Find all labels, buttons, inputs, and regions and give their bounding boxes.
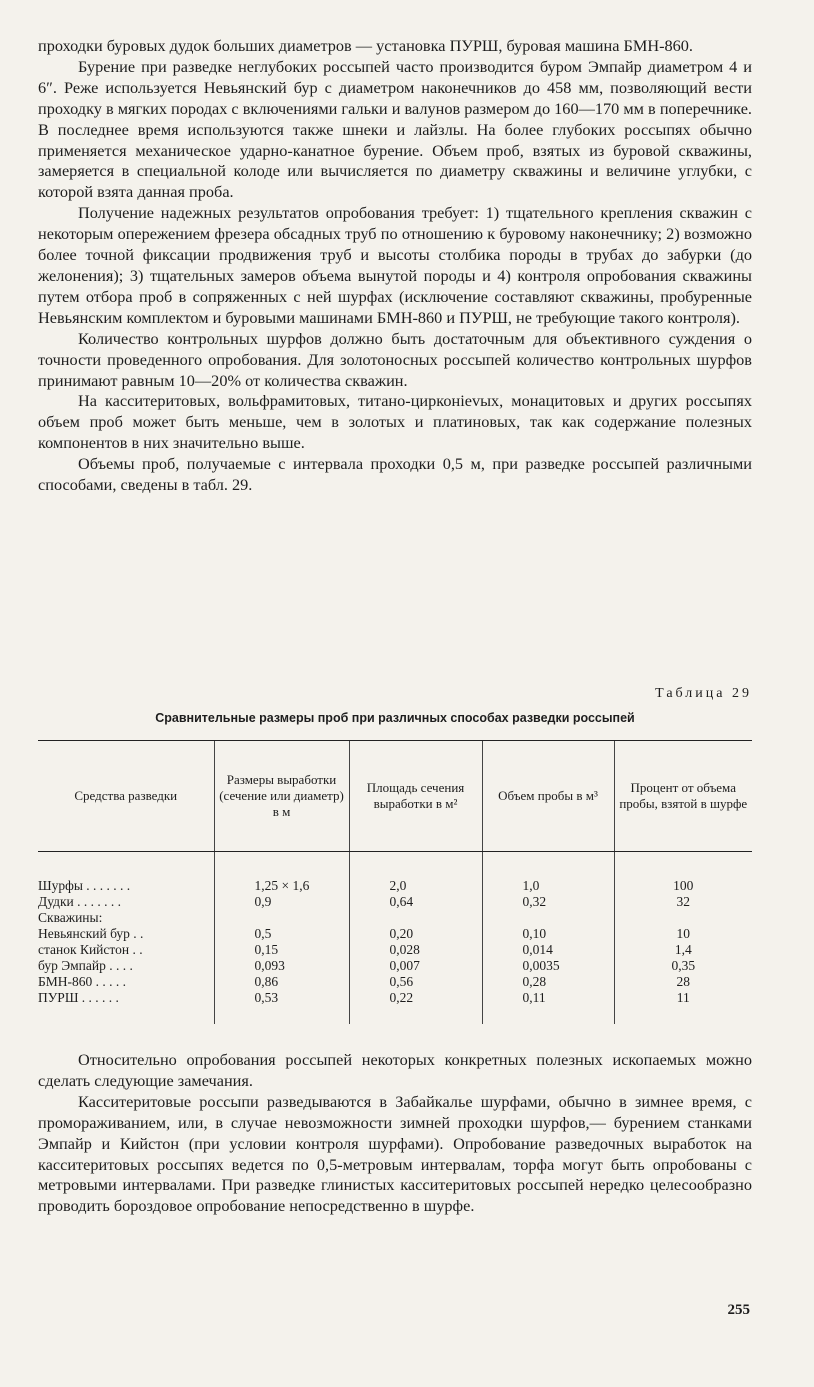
cell-size: 0,093 [214, 958, 349, 974]
cell-size: 0,9 [214, 894, 349, 910]
cell-size: 0,15 [214, 942, 349, 958]
row-label: бур Эмпайр . . . . [38, 958, 133, 973]
column-header: Объем пробы в м³ [482, 741, 614, 852]
column-header: Площадь сечения выработки в м² [349, 741, 482, 852]
cell-percent: 32 [614, 894, 752, 910]
paragraph: Количество контрольных шурфов должно быть достаточным для объективного суждения о точности проведенного опробования. Для золотоносных россыпей количество контрольных шурфов принимают равным 10—20% от количества скважин. [38, 328, 752, 390]
comparison-table [38, 740, 752, 1024]
paragraph: Касситеритовые россыпи разведываются в Забайкалье шурфами, обычно в зимнее время, с промораживанием, или, в случае невозможности зимней проходки шурфов,— бурением станками Эмпайр и Кийстон (при условии контроля шурфами). Опробование разведочных выработок на касситеритовых россыпях ведется по 0,5-метровым интервалам, торфа могут быть опробованы с метровыми интервалами. При разведке глинистых касситеритовых россыпей нередко целесообразно проводить бороздовое опробование непосредственно в шурфе. [38, 1091, 752, 1216]
cell-percent: 0,35 [614, 958, 752, 974]
cell-percent: 28 [614, 974, 752, 990]
column-header: Размеры выработки (сечение или диаметр) в м [214, 741, 349, 852]
cell-size: 0,86 [214, 974, 349, 990]
cell-volume: 1,0 [482, 852, 614, 895]
cell-area: 0,028 [349, 942, 482, 958]
row-label: Шурфы . . . . . . . [38, 878, 131, 893]
paragraph: На касситеритовых, вольфрамитовых, титано-цирконievых, монацитовых и других россыпях объем проб может быть меньше, чем в золотых и платиновых, так как содержание полезных компонентов в них значительно выше. [38, 391, 752, 453]
table-row [38, 894, 752, 910]
table-header-row [38, 741, 752, 852]
row-label: ПУРШ . . . . . . [38, 990, 119, 1005]
cell-volume: 0,32 [482, 894, 614, 910]
body-text-top [38, 36, 752, 496]
row-label: Невьянский бур . . [38, 926, 144, 941]
cell-area: 2,0 [349, 852, 482, 895]
table-number-label: Таблица 29 [655, 686, 752, 701]
table-row [38, 974, 752, 990]
cell-volume: 0,11 [482, 990, 614, 1024]
cell-volume [482, 910, 614, 926]
body-text-bottom [38, 1050, 752, 1217]
table-row [38, 990, 752, 1024]
paragraph: Бурение при разведке неглубоких россыпей часто производится буром Эмпайр диаметром 4 и 6″. Реже используется Невьянский бур с диаметром наконечников до 458 мм, позволяющий вести проходку в мягких породах с включениями гальки и валунов размером до 160—170 мм в поперечнике. В последнее время используются также шнеки и лайзлы. На более глубоких россыпях обычно применяется механическое ударно-канатное бурение. Объем проб, взятых из буровой скважины, замеряется в специальной колоде или вычисляется по диаметру скважины и величине углубки, с которой взята данная проба. [38, 56, 752, 202]
table-title: Сравнительные размеры проб при различных способах разведки россыпей [155, 711, 635, 725]
table-row [38, 852, 752, 895]
cell-percent [614, 910, 752, 926]
cell-area: 0,20 [349, 926, 482, 942]
cell-area: 0,22 [349, 990, 482, 1024]
cell-area: 0,56 [349, 974, 482, 990]
table-row [38, 926, 752, 942]
cell-area [349, 910, 482, 926]
cell-volume: 0,0035 [482, 958, 614, 974]
cell-area: 0,007 [349, 958, 482, 974]
table-row [38, 910, 752, 926]
paragraph: Относительно опробования россыпей некоторых конкретных полезных ископаемых можно сделать следующие замечания. [38, 1050, 752, 1090]
row-label: Дудки . . . . . . . [38, 894, 122, 909]
paragraph: проходки буровых дудок больших диаметров — установка ПУРШ, буровая машина БМН-860. [38, 36, 693, 55]
cell-size: 0,53 [214, 990, 349, 1024]
cell-volume: 0,014 [482, 942, 614, 958]
cell-percent: 11 [614, 990, 752, 1024]
cell-size: 1,25 × 1,6 [214, 852, 349, 895]
cell-size: 0,5 [214, 926, 349, 942]
cell-volume: 0,28 [482, 974, 614, 990]
cell-percent: 1,4 [614, 942, 752, 958]
table-row [38, 958, 752, 974]
paragraph: Получение надежных результатов опробования требует: 1) тщательного крепления скважин с некоторым опережением фрезера обсадных труб по отношению к буровому наконечнику; 2) возможно более точной фиксации продвижения труб и высоты столбика породы в трубах до забурки (до желонения); 3) тщательных замеров объема вынутой породы и 4) контроля опробования скважины путем отбора проб в сопряженных с ней шурфах (исключение составляют скважины, пробуренные Невьянским комплектом и буровыми машинами БМН-860 и ПУРШ, не требующие такого контроля). [38, 203, 752, 327]
column-header: Средства разведки [38, 741, 214, 852]
cell-volume: 0,10 [482, 926, 614, 942]
cell-size [214, 910, 349, 926]
row-label: БМН-860 . . . . . [38, 974, 127, 989]
row-label: Скважины: [38, 910, 103, 925]
page-number: 255 [727, 1302, 750, 1318]
cell-percent: 10 [614, 926, 752, 942]
cell-area: 0,64 [349, 894, 482, 910]
cell-percent: 100 [614, 852, 752, 895]
row-label: станок Кийстон . . [38, 942, 143, 957]
column-header: Процент от объема пробы, взятой в шурфе [614, 741, 752, 852]
paragraph: Объемы проб, получаемые с интервала проходки 0,5 м, при разведке россыпей различными способами, сведены в табл. 29. [38, 454, 752, 495]
table-row [38, 942, 752, 958]
